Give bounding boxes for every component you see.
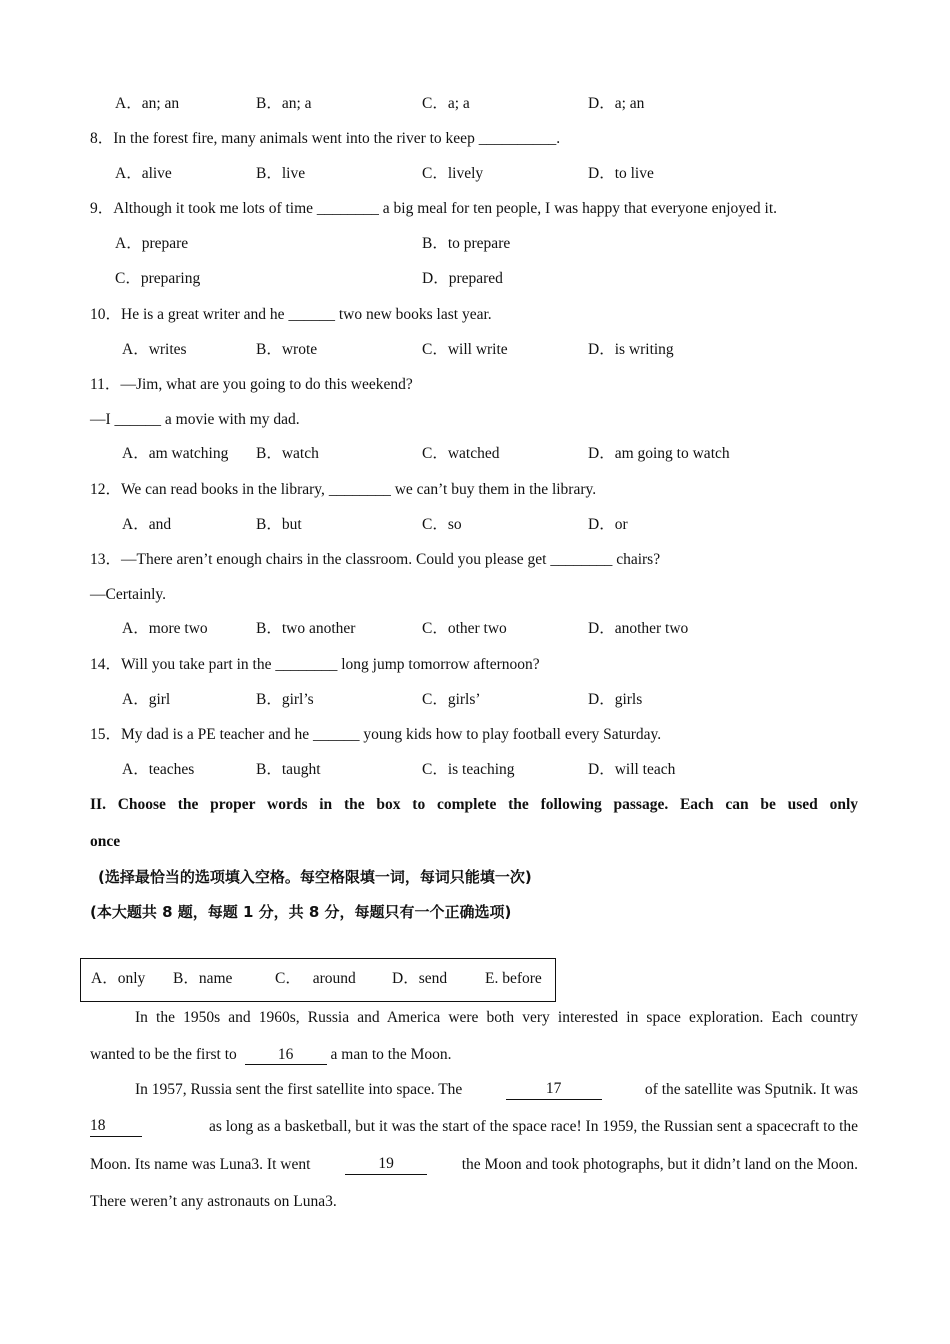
q8-stem <box>90 129 560 149</box>
passage-p2-line4: There weren’t any astronauts on Luna3. <box>90 1193 337 1210</box>
q10-option-c[interactable]: C．will write <box>422 341 508 358</box>
q9-stem <box>90 199 777 219</box>
word-option-e[interactable]: E. before <box>485 970 542 987</box>
q14-option-a[interactable]: A．girl <box>122 691 171 708</box>
q13-blank: ________ <box>550 551 613 568</box>
q9-option-a[interactable]: A．prepare <box>115 235 189 252</box>
q10-option-a[interactable]: A．writes <box>122 341 187 358</box>
section2-instruction: (选择最恰当的选项填入空格。每空格限填一词，每词只能填一次) <box>98 868 532 886</box>
q13-text-post: chairs? <box>612 551 661 568</box>
q13-stem <box>90 550 660 570</box>
q14-blank: ________ <box>275 656 338 673</box>
q8-option-d[interactable]: D．to live <box>588 165 654 182</box>
q13-option-d[interactable]: D．another two <box>588 620 689 637</box>
q14-option-d[interactable]: D．girls <box>588 691 643 708</box>
q8-text-pre: In the forest fire, many animals went into the river to keep <box>113 130 479 147</box>
q8-blank: __________ <box>478 130 557 147</box>
passage-text: of the satellite was Sputnik. It was <box>644 1081 858 1098</box>
blank-19[interactable]: 19 <box>345 1155 427 1175</box>
q12-text-post: we can’t buy them in the library. <box>390 481 597 498</box>
q9-option-b[interactable]: B．to prepare <box>422 235 511 252</box>
q12-blank: ________ <box>328 481 391 498</box>
q11-option-b[interactable]: B．watch <box>256 445 319 462</box>
blank-18[interactable]: 18 <box>90 1117 142 1137</box>
q12-option-d[interactable]: D．or <box>588 516 628 533</box>
q9-option-c[interactable]: C．preparing <box>115 270 201 287</box>
q10-text-pre: He is a great writer and he <box>121 306 289 323</box>
q7-option-d[interactable]: D．a; an <box>588 95 645 112</box>
passage-p1-line1: In the 1950s and 1960s, Russia and America were both very interested in space exploration. Each country <box>135 1009 858 1026</box>
q12-option-a[interactable]: A．and <box>122 516 172 533</box>
passage-text: wanted to be the first to <box>90 1046 241 1063</box>
passage-text: the Moon and took photographs, but it didn’t land on the Moon. <box>461 1156 858 1173</box>
q9-blank: ________ <box>316 200 379 217</box>
q7-option-a[interactable]: A．an; an <box>115 95 180 112</box>
q12-number: 12． <box>90 481 122 498</box>
q15-text-post: young kids how to play football every Saturday. <box>359 726 662 743</box>
passage-text: In 1957, Russia sent the first satellite into space. The <box>135 1081 463 1098</box>
q14-option-b[interactable]: B．girl’s <box>256 691 314 708</box>
passage-text: Moon. Its name was Luna3. It went <box>90 1156 311 1173</box>
q13-number: 13． <box>90 551 122 568</box>
q13-option-b[interactable]: B．two another <box>256 620 356 637</box>
word-option-c[interactable]: C． around <box>275 970 356 987</box>
passage-text: as long as a basketball, but it was the start of the space race! In 1959, the Russian sent a spacecraft to the <box>208 1118 858 1135</box>
q13-text-pre: —There aren’t enough chairs in the classroom. Could you please get <box>121 551 551 568</box>
q9-text-pre: Although it took me lots of time <box>113 200 317 217</box>
q11-blank: ______ <box>114 411 162 428</box>
q10-blank: ______ <box>288 306 335 323</box>
q10-number: 10． <box>90 306 122 323</box>
q12-option-b[interactable]: B．but <box>256 516 302 533</box>
q11-option-d[interactable]: D．am going to watch <box>588 445 730 462</box>
q15-option-c[interactable]: C．is teaching <box>422 761 515 778</box>
q15-number: 15． <box>90 726 122 743</box>
q14-stem <box>90 655 540 675</box>
q8-number: 8． <box>90 130 114 147</box>
q11-stem <box>90 375 413 395</box>
q13-line2: —Certainly. <box>90 586 167 603</box>
q11-text-pre: —I <box>90 411 115 428</box>
q15-blank: ______ <box>312 726 360 743</box>
q15-text-pre: My dad is a PE teacher and he <box>121 726 313 743</box>
q11-text-post: a movie with my dad. <box>161 411 300 428</box>
blank-17[interactable]: 17 <box>506 1080 602 1100</box>
passage-p2-line1 <box>135 1080 858 1100</box>
q10-stem <box>90 305 492 325</box>
q10-option-d[interactable]: D．is writing <box>588 341 674 358</box>
q14-text-post: long jump tomorrow afternoon? <box>337 656 540 673</box>
q11-option-a[interactable]: A．am watching <box>122 445 229 462</box>
section2-heading-line2: once <box>90 833 121 850</box>
word-option-b[interactable]: B．name <box>173 970 233 987</box>
q8-text-post: . <box>556 130 561 147</box>
q13-option-c[interactable]: C．other two <box>422 620 507 637</box>
q7-option-b[interactable]: B．an; a <box>256 95 312 112</box>
q12-text-pre: We can read books in the library, <box>121 481 329 498</box>
word-option-a[interactable]: A．only <box>91 970 146 987</box>
q8-option-a[interactable]: A．alive <box>115 165 172 182</box>
section2-heading-line1: II. Choose the proper words in the box to complete the following passage. Each can be used only <box>90 796 858 813</box>
q11-line1: —Jim, what are you going to do this weekend? <box>120 376 413 393</box>
passage-p1-line2 <box>90 1045 452 1065</box>
section2-scoring-note: (本大题共 8 题，每题 1 分，共 8 分，每题只有一个正确选项) <box>90 903 512 921</box>
q10-text-post: two new books last year. <box>334 306 492 323</box>
q9-number: 9． <box>90 200 114 217</box>
word-option-d[interactable]: D．send <box>392 970 448 987</box>
q15-option-a[interactable]: A．teaches <box>122 761 195 778</box>
q11-option-c[interactable]: C．watched <box>422 445 500 462</box>
q9-option-d[interactable]: D．prepared <box>422 270 503 287</box>
blank-16[interactable]: 16 <box>245 1046 327 1065</box>
passage-text: a man to the Moon. <box>326 1046 452 1063</box>
word-box <box>80 958 556 1002</box>
q12-stem <box>90 480 596 500</box>
passage-p2-line3 <box>90 1155 858 1175</box>
q9-text-post: a big meal for ten people, I was happy that everyone enjoyed it. <box>378 200 778 217</box>
q14-number: 14． <box>90 656 122 673</box>
q10-option-b[interactable]: B．wrote <box>256 341 318 358</box>
q13-option-a[interactable]: A．more two <box>122 620 208 637</box>
q15-stem <box>90 725 661 745</box>
q8-option-b[interactable]: B．live <box>256 165 306 182</box>
q15-option-d[interactable]: D．will teach <box>588 761 676 778</box>
q11-number: 11． <box>90 376 121 393</box>
q8-option-c[interactable]: C．lively <box>422 165 484 182</box>
q11-line2 <box>90 410 300 430</box>
passage-p2-line2 <box>90 1117 858 1137</box>
q7-option-c[interactable]: C．a; a <box>422 95 470 112</box>
q14-text-pre: Will you take part in the <box>121 656 276 673</box>
q15-option-b[interactable]: B．taught <box>256 761 321 778</box>
q12-option-c[interactable]: C．so <box>422 516 462 533</box>
q14-option-c[interactable]: C．girls’ <box>422 691 481 708</box>
